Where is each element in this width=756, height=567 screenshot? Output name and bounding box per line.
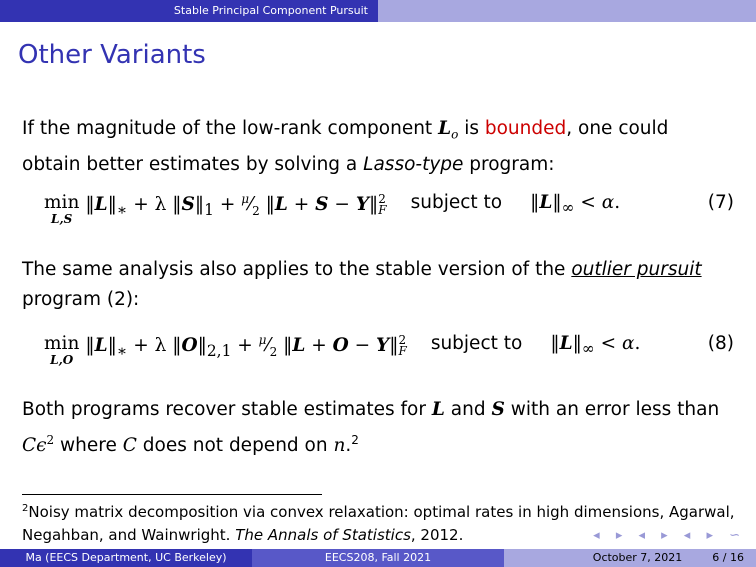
header-bar [0, 0, 756, 22]
p2-text-b: program (2): [22, 289, 140, 310]
p3-text-a: Both programs recover stable estimates for [22, 399, 432, 420]
math-L: L [431, 399, 445, 420]
footnote-text-2: , 2012. [410, 526, 464, 544]
p2-text-a: The same analysis also applies to the stable version of the [22, 259, 572, 280]
footer-author: Ma (EECS Department, UC Berkeley) [0, 549, 252, 567]
footnote-mark: 2 [351, 433, 359, 447]
equation-8 [44, 333, 734, 366]
eq8-subject-to: subject to [430, 333, 523, 354]
math-C-eps: $C\epsilon^2$ [22, 433, 55, 457]
footer-page: 6 / 16 [712, 551, 744, 564]
footnote-number: 2 [22, 503, 29, 514]
footer-right [504, 549, 756, 567]
navigation-symbols[interactable]: ◂ ▸ ◂ ▸ ◂ ▸ ∽ [593, 528, 746, 543]
footnote-text-1: Noisy matrix decomposition via convex relaxation: optimal rates in high dimensions, Agarwal, Negahban, and Wainwright. [22, 503, 735, 544]
section-title: Stable Principal Component Pursuit [0, 0, 378, 22]
eq7-constraint: $‖L‖_\infty < \alpha$. [530, 192, 621, 217]
header-right-segment [378, 0, 756, 22]
footnote-rule [22, 494, 322, 495]
footer-course: EECS208, Fall 2021 [252, 549, 504, 567]
math-n: n [333, 435, 346, 457]
eq8-constraint: $‖L‖_\infty < \alpha$. [550, 333, 641, 358]
equation-7 [44, 192, 734, 225]
slide-title: Other Variants [18, 40, 206, 70]
eq8-number: (8) [707, 333, 734, 354]
math-L0: $L_o$ [438, 118, 459, 142]
p1-text-c: , one could obtain better estimates by solving a [22, 118, 669, 175]
p1-text-d: program: [463, 153, 555, 175]
eq7-objective: min L,S $‖L‖_∗ + \lambda$ $‖S‖_1$ + $^\mu⁄_2$ ‖L + S − Y‖ 2 F [44, 192, 387, 226]
paragraph-1 [22, 114, 722, 180]
p3-text-d: where [54, 435, 123, 457]
eq7-number: (7) [707, 192, 734, 213]
paragraph-3 [22, 395, 722, 461]
bounded-word: bounded [484, 118, 567, 139]
footer-date: October 7, 2021 [592, 551, 683, 564]
p3-text-e: does not depend on [136, 435, 334, 457]
p3-text-c: with an error less than [504, 399, 720, 420]
footnote-journal: The Annals of Statistics [235, 526, 411, 544]
p1-text-b: is [458, 118, 485, 139]
outlier-word: outlier pursuit [571, 259, 702, 280]
p1-text-a: If the magnitude of the low-rank component [22, 118, 439, 139]
eq7-subject-to: subject to [410, 192, 503, 213]
p3-text-f: . [345, 435, 352, 457]
math-C: C [122, 435, 137, 457]
paragraph-2 [22, 255, 722, 315]
lasso-word: Lasso-type [363, 153, 464, 175]
math-S: S [491, 399, 505, 420]
p3-text-b: and [444, 399, 492, 420]
footer-bar [0, 549, 756, 567]
eq8-objective: min L,O $‖L‖_∗ + \lambda$ $‖O‖_{2,1}$ + $^\mu⁄_2$ ‖L + O − Y‖ 2 F [44, 333, 407, 367]
